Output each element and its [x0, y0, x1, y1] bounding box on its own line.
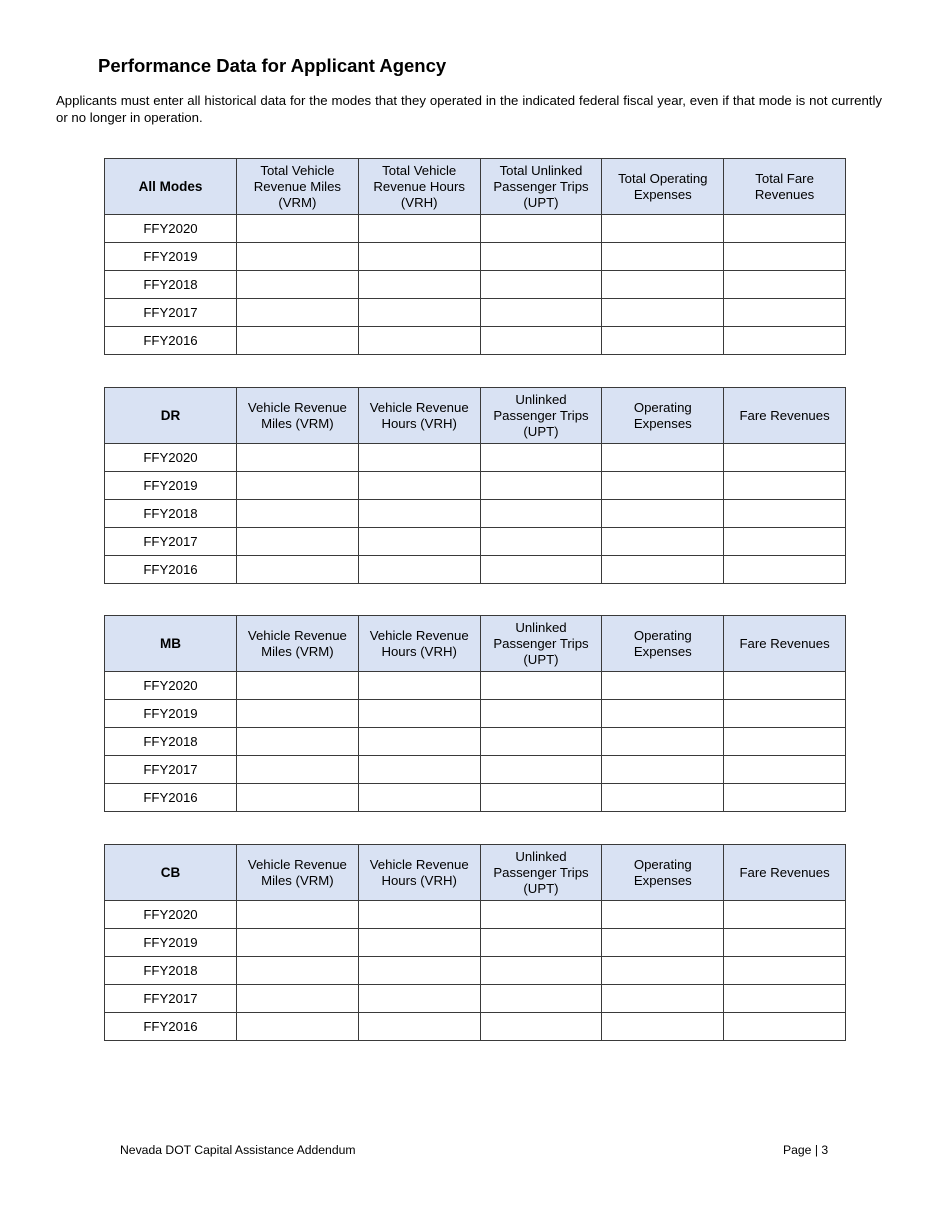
data-entry-cell[interactable]: [358, 500, 480, 528]
year-label: FFY2019: [105, 472, 237, 500]
data-entry-cell[interactable]: [724, 243, 846, 271]
table-row: [105, 444, 846, 472]
data-entry-cell[interactable]: [602, 299, 724, 327]
year-label: FFY2017: [105, 528, 237, 556]
data-entry-cell[interactable]: [237, 756, 359, 784]
data-entry-cell[interactable]: [602, 929, 724, 957]
data-entry-cell[interactable]: [237, 901, 359, 929]
data-entry-cell[interactable]: [358, 901, 480, 929]
data-entry-cell[interactable]: [237, 929, 359, 957]
data-entry-cell[interactable]: [237, 299, 359, 327]
column-header: Vehicle Revenue Hours (VRH): [358, 616, 480, 672]
data-entry-cell[interactable]: [480, 901, 602, 929]
data-entry-cell[interactable]: [602, 756, 724, 784]
data-entry-cell[interactable]: [480, 957, 602, 985]
data-entry-cell[interactable]: [480, 243, 602, 271]
column-header: Unlinked Passenger Trips (UPT): [480, 845, 602, 901]
column-header: Total Vehicle Revenue Miles (VRM): [237, 159, 359, 215]
year-label: FFY2016: [105, 556, 237, 584]
data-entry-cell[interactable]: [724, 672, 846, 700]
column-header: Vehicle Revenue Miles (VRM): [237, 388, 359, 444]
table-row: [105, 957, 846, 985]
data-entry-cell[interactable]: [480, 672, 602, 700]
data-entry-cell[interactable]: [480, 271, 602, 299]
data-entry-cell[interactable]: [724, 556, 846, 584]
year-label: FFY2016: [105, 784, 237, 812]
footer-page-number: Page | 3: [783, 1143, 829, 1157]
data-entry-cell[interactable]: [237, 1013, 359, 1041]
table-row: [105, 784, 846, 812]
table-row: [105, 756, 846, 784]
data-entry-cell[interactable]: [480, 215, 602, 243]
table-row: [105, 215, 846, 243]
data-entry-cell[interactable]: [602, 271, 724, 299]
column-header: Fare Revenues: [724, 616, 846, 672]
data-entry-cell[interactable]: [724, 444, 846, 472]
table-row: [105, 271, 846, 299]
data-entry-cell[interactable]: [724, 299, 846, 327]
table-header-row: [105, 159, 846, 215]
data-entry-cell[interactable]: [358, 556, 480, 584]
data-entry-cell[interactable]: [480, 556, 602, 584]
year-label: FFY2017: [105, 756, 237, 784]
data-entry-cell[interactable]: [358, 672, 480, 700]
data-entry-cell[interactable]: [480, 472, 602, 500]
data-entry-cell[interactable]: [724, 500, 846, 528]
data-entry-cell[interactable]: [724, 901, 846, 929]
data-entry-cell[interactable]: [358, 957, 480, 985]
data-entry-cell[interactable]: [480, 444, 602, 472]
data-entry-cell[interactable]: [602, 957, 724, 985]
column-header: Fare Revenues: [724, 845, 846, 901]
data-entry-cell[interactable]: [724, 728, 846, 756]
table-header-row: [105, 616, 846, 672]
data-entry-cell[interactable]: [480, 756, 602, 784]
table-header-row: [105, 845, 846, 901]
data-entry-cell[interactable]: [602, 472, 724, 500]
data-entry-cell[interactable]: [358, 472, 480, 500]
data-entry-cell[interactable]: [480, 784, 602, 812]
data-entry-cell[interactable]: [237, 500, 359, 528]
table-row: [105, 327, 846, 355]
table-row: [105, 299, 846, 327]
data-entry-cell[interactable]: [724, 700, 846, 728]
year-label: FFY2019: [105, 929, 237, 957]
data-entry-cell[interactable]: [237, 957, 359, 985]
data-entry-cell[interactable]: [480, 700, 602, 728]
table-row: [105, 672, 846, 700]
column-header: Total Vehicle Revenue Hours (VRH): [358, 159, 480, 215]
data-entry-cell[interactable]: [358, 215, 480, 243]
data-entry-cell[interactable]: [724, 957, 846, 985]
data-entry-cell[interactable]: [724, 472, 846, 500]
year-label: FFY2018: [105, 500, 237, 528]
data-entry-cell[interactable]: [358, 1013, 480, 1041]
data-entry-cell[interactable]: [237, 728, 359, 756]
year-label: FFY2018: [105, 271, 237, 299]
table-row: [105, 243, 846, 271]
mode-header: CB: [105, 845, 237, 901]
data-entry-cell[interactable]: [358, 299, 480, 327]
column-header: Total Fare Revenues: [724, 159, 846, 215]
table-header-row: [105, 388, 846, 444]
column-header: Operating Expenses: [602, 845, 724, 901]
data-entry-cell[interactable]: [358, 700, 480, 728]
column-header: Fare Revenues: [724, 388, 846, 444]
column-header: Total Unlinked Passenger Trips (UPT): [480, 159, 602, 215]
year-label: FFY2019: [105, 700, 237, 728]
intro-paragraph: Applicants must enter all historical data for the modes that they operated in the indicated federal fiscal year, even if that mode is not currently or no longer in operation.: [56, 93, 882, 125]
data-entry-cell[interactable]: [724, 215, 846, 243]
data-entry-cell[interactable]: [480, 728, 602, 756]
performance-table-all-modes: [104, 158, 846, 355]
column-header: Unlinked Passenger Trips (UPT): [480, 388, 602, 444]
table-row: [105, 500, 846, 528]
data-entry-cell[interactable]: [358, 784, 480, 812]
data-entry-cell[interactable]: [358, 528, 480, 556]
data-entry-cell[interactable]: [237, 444, 359, 472]
data-entry-cell[interactable]: [358, 756, 480, 784]
year-label: FFY2017: [105, 985, 237, 1013]
year-label: FFY2016: [105, 1013, 237, 1041]
table-row: [105, 985, 846, 1013]
table-row: [105, 1013, 846, 1041]
table-row: [105, 528, 846, 556]
data-entry-cell[interactable]: [358, 929, 480, 957]
data-entry-cell[interactable]: [602, 528, 724, 556]
data-entry-cell[interactable]: [480, 528, 602, 556]
data-entry-cell[interactable]: [602, 1013, 724, 1041]
data-entry-cell[interactable]: [480, 327, 602, 355]
data-entry-cell[interactable]: [237, 271, 359, 299]
performance-table-cb: [104, 844, 846, 1041]
data-entry-cell[interactable]: [358, 271, 480, 299]
column-header: Vehicle Revenue Hours (VRH): [358, 388, 480, 444]
data-entry-cell[interactable]: [480, 985, 602, 1013]
column-header: Vehicle Revenue Miles (VRM): [237, 845, 359, 901]
column-header: Vehicle Revenue Miles (VRM): [237, 616, 359, 672]
data-entry-cell[interactable]: [237, 672, 359, 700]
year-label: FFY2017: [105, 299, 237, 327]
data-entry-cell[interactable]: [602, 556, 724, 584]
performance-table-dr: [104, 387, 846, 584]
year-label: FFY2019: [105, 243, 237, 271]
column-header: Unlinked Passenger Trips (UPT): [480, 616, 602, 672]
table-row: [105, 556, 846, 584]
data-entry-cell[interactable]: [237, 985, 359, 1013]
data-entry-cell[interactable]: [602, 444, 724, 472]
year-label: FFY2020: [105, 901, 237, 929]
data-entry-cell[interactable]: [237, 528, 359, 556]
data-entry-cell[interactable]: [237, 215, 359, 243]
data-entry-cell[interactable]: [602, 700, 724, 728]
year-label: FFY2018: [105, 957, 237, 985]
data-entry-cell[interactable]: [602, 243, 724, 271]
data-entry-cell[interactable]: [724, 756, 846, 784]
data-entry-cell[interactable]: [724, 929, 846, 957]
table-row: [105, 929, 846, 957]
data-entry-cell[interactable]: [480, 1013, 602, 1041]
data-entry-cell[interactable]: [602, 327, 724, 355]
data-entry-cell[interactable]: [724, 271, 846, 299]
performance-table-mb: [104, 615, 846, 812]
data-entry-cell[interactable]: [724, 784, 846, 812]
data-entry-cell[interactable]: [237, 243, 359, 271]
table-row: [105, 728, 846, 756]
data-entry-cell[interactable]: [480, 929, 602, 957]
data-entry-cell[interactable]: [358, 444, 480, 472]
data-entry-cell[interactable]: [602, 784, 724, 812]
year-label: FFY2020: [105, 444, 237, 472]
table-row: [105, 700, 846, 728]
data-entry-cell[interactable]: [358, 327, 480, 355]
data-entry-cell[interactable]: [237, 556, 359, 584]
table-row: [105, 472, 846, 500]
column-header: Operating Expenses: [602, 616, 724, 672]
column-header: Vehicle Revenue Hours (VRH): [358, 845, 480, 901]
data-entry-cell[interactable]: [724, 327, 846, 355]
data-entry-cell[interactable]: [358, 243, 480, 271]
year-label: FFY2016: [105, 327, 237, 355]
page-title: Performance Data for Applicant Agency: [98, 55, 447, 76]
data-entry-cell[interactable]: [237, 700, 359, 728]
data-entry-cell[interactable]: [480, 299, 602, 327]
data-entry-cell[interactable]: [480, 500, 602, 528]
year-label: FFY2020: [105, 215, 237, 243]
data-entry-cell[interactable]: [602, 500, 724, 528]
data-entry-cell[interactable]: [237, 784, 359, 812]
column-header: Operating Expenses: [602, 388, 724, 444]
data-entry-cell[interactable]: [724, 985, 846, 1013]
year-label: FFY2018: [105, 728, 237, 756]
footer-document-title: Nevada DOT Capital Assistance Addendum: [120, 1143, 356, 1157]
table-row: [105, 901, 846, 929]
mode-header: All Modes: [105, 159, 237, 215]
data-entry-cell[interactable]: [602, 215, 724, 243]
mode-header: MB: [105, 616, 237, 672]
data-entry-cell[interactable]: [724, 528, 846, 556]
data-entry-cell[interactable]: [602, 901, 724, 929]
data-entry-cell[interactable]: [724, 1013, 846, 1041]
data-entry-cell[interactable]: [358, 728, 480, 756]
data-entry-cell[interactable]: [602, 672, 724, 700]
data-entry-cell[interactable]: [237, 327, 359, 355]
data-entry-cell[interactable]: [358, 985, 480, 1013]
data-entry-cell[interactable]: [237, 472, 359, 500]
mode-header: DR: [105, 388, 237, 444]
data-entry-cell[interactable]: [602, 985, 724, 1013]
column-header: Total Operating Expenses: [602, 159, 724, 215]
year-label: FFY2020: [105, 672, 237, 700]
data-entry-cell[interactable]: [602, 728, 724, 756]
